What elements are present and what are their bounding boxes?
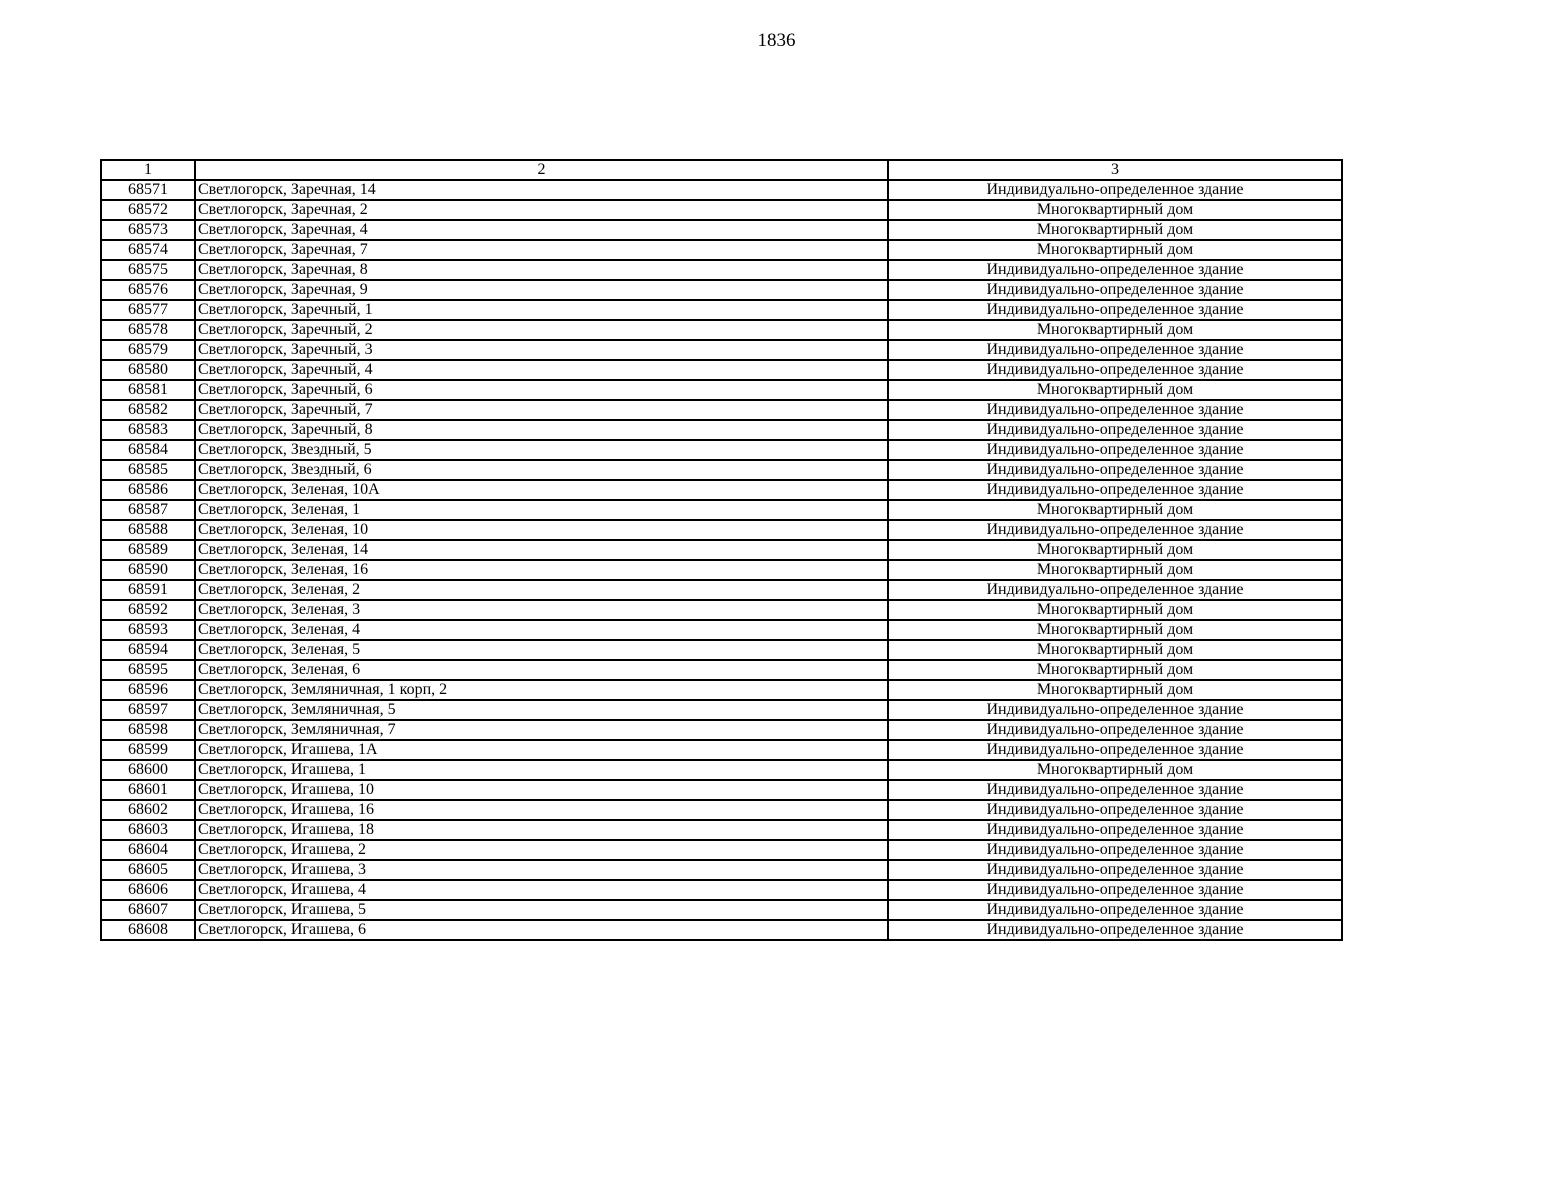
table-row: [101, 280, 1342, 300]
table-row: [101, 560, 1342, 580]
table-row: [101, 340, 1342, 360]
address-cell: Светлогорск, Земляничная, 7: [195, 720, 888, 740]
row-number-cell: 68571: [101, 180, 195, 200]
column-header-2: 2: [195, 160, 888, 180]
row-number-cell: 68573: [101, 220, 195, 240]
address-cell: Светлогорск, Зеленая, 4: [195, 620, 888, 640]
building-type-cell: Индивидуально-определенное здание: [888, 820, 1342, 840]
row-number-cell: 68588: [101, 520, 195, 540]
building-type-cell: Индивидуально-определенное здание: [888, 400, 1342, 420]
row-number-cell: 68608: [101, 920, 195, 940]
registry-table: [100, 159, 1343, 941]
address-cell: Светлогорск, Звездный, 5: [195, 440, 888, 460]
table-row: [101, 920, 1342, 940]
building-type-cell: Многоквартирный дом: [888, 500, 1342, 520]
column-header-1: 1: [101, 160, 195, 180]
table-row: [101, 540, 1342, 560]
table-row: [101, 360, 1342, 380]
building-type-cell: Индивидуально-определенное здание: [888, 280, 1342, 300]
building-type-cell: Индивидуально-определенное здание: [888, 840, 1342, 860]
address-cell: Светлогорск, Зеленая, 2: [195, 580, 888, 600]
table-row: [101, 520, 1342, 540]
address-cell: Светлогорск, Зеленая, 3: [195, 600, 888, 620]
building-type-cell: Многоквартирный дом: [888, 380, 1342, 400]
table-row: [101, 720, 1342, 740]
building-type-cell: Индивидуально-определенное здание: [888, 920, 1342, 940]
address-cell: Светлогорск, Игашева, 1: [195, 760, 888, 780]
building-type-cell: Многоквартирный дом: [888, 680, 1342, 700]
address-cell: Светлогорск, Игашева, 2: [195, 840, 888, 860]
row-number-cell: 68601: [101, 780, 195, 800]
address-cell: Светлогорск, Игашева, 1А: [195, 740, 888, 760]
address-cell: Светлогорск, Заречный, 4: [195, 360, 888, 380]
row-number-cell: 68605: [101, 860, 195, 880]
table-row: [101, 760, 1342, 780]
row-number-cell: 68577: [101, 300, 195, 320]
row-number-cell: 68592: [101, 600, 195, 620]
address-cell: Светлогорск, Земляничная, 1 корп, 2: [195, 680, 888, 700]
building-type-cell: Индивидуально-определенное здание: [888, 460, 1342, 480]
table-row: [101, 260, 1342, 280]
address-cell: Светлогорск, Заречный, 7: [195, 400, 888, 420]
address-cell: Светлогорск, Зеленая, 16: [195, 560, 888, 580]
row-number-cell: 68599: [101, 740, 195, 760]
row-number-cell: 68582: [101, 400, 195, 420]
row-number-cell: 68597: [101, 700, 195, 720]
table-row: [101, 820, 1342, 840]
row-number-cell: 68584: [101, 440, 195, 460]
address-cell: Светлогорск, Заречный, 2: [195, 320, 888, 340]
row-number-cell: 68581: [101, 380, 195, 400]
table-row: [101, 600, 1342, 620]
address-cell: Светлогорск, Зеленая, 10А: [195, 480, 888, 500]
table-row: [101, 660, 1342, 680]
address-cell: Светлогорск, Игашева, 10: [195, 780, 888, 800]
building-type-cell: Индивидуально-определенное здание: [888, 360, 1342, 380]
table-row: [101, 680, 1342, 700]
address-cell: Светлогорск, Заречный, 8: [195, 420, 888, 440]
row-number-cell: 68591: [101, 580, 195, 600]
building-type-cell: Индивидуально-определенное здание: [888, 700, 1342, 720]
building-type-cell: Индивидуально-определенное здание: [888, 480, 1342, 500]
table-row: [101, 900, 1342, 920]
address-cell: Светлогорск, Звездный, 6: [195, 460, 888, 480]
building-type-cell: Индивидуально-определенное здание: [888, 520, 1342, 540]
address-cell: Светлогорск, Заречная, 8: [195, 260, 888, 280]
building-type-cell: Индивидуально-определенное здание: [888, 300, 1342, 320]
address-cell: Светлогорск, Игашева, 3: [195, 860, 888, 880]
table-row: [101, 740, 1342, 760]
row-number-cell: 68593: [101, 620, 195, 640]
building-type-cell: Индивидуально-определенное здание: [888, 780, 1342, 800]
row-number-cell: 68575: [101, 260, 195, 280]
building-type-cell: Индивидуально-определенное здание: [888, 580, 1342, 600]
row-number-cell: 68589: [101, 540, 195, 560]
building-type-cell: Индивидуально-определенное здание: [888, 800, 1342, 820]
table-row: [101, 880, 1342, 900]
address-cell: Светлогорск, Заречная, 2: [195, 200, 888, 220]
table-row: [101, 500, 1342, 520]
row-number-cell: 68579: [101, 340, 195, 360]
table-row: [101, 800, 1342, 820]
building-type-cell: Индивидуально-определенное здание: [888, 860, 1342, 880]
row-number-cell: 68574: [101, 240, 195, 260]
row-number-cell: 68572: [101, 200, 195, 220]
row-number-cell: 68587: [101, 500, 195, 520]
address-cell: Светлогорск, Заречная, 9: [195, 280, 888, 300]
address-cell: Светлогорск, Игашева, 4: [195, 880, 888, 900]
table-row: [101, 180, 1342, 200]
table-row: [101, 620, 1342, 640]
building-type-cell: Многоквартирный дом: [888, 200, 1342, 220]
row-number-cell: 68600: [101, 760, 195, 780]
table-row: [101, 300, 1342, 320]
row-number-cell: 68578: [101, 320, 195, 340]
row-number-cell: 68580: [101, 360, 195, 380]
address-cell: Светлогорск, Заречная, 4: [195, 220, 888, 240]
building-type-cell: Индивидуально-определенное здание: [888, 740, 1342, 760]
row-number-cell: 68590: [101, 560, 195, 580]
table-row: [101, 200, 1342, 220]
row-number-cell: 68604: [101, 840, 195, 860]
address-cell: Светлогорск, Зеленая, 1: [195, 500, 888, 520]
address-cell: Светлогорск, Земляничная, 5: [195, 700, 888, 720]
address-cell: Светлогорск, Зеленая, 5: [195, 640, 888, 660]
building-type-cell: Индивидуально-определенное здание: [888, 420, 1342, 440]
address-cell: Светлогорск, Заречный, 6: [195, 380, 888, 400]
row-number-cell: 68576: [101, 280, 195, 300]
table-row: [101, 220, 1342, 240]
table-row: [101, 400, 1342, 420]
row-number-cell: 68595: [101, 660, 195, 680]
building-type-cell: Индивидуально-определенное здание: [888, 880, 1342, 900]
table-row: [101, 840, 1342, 860]
row-number-cell: 68598: [101, 720, 195, 740]
row-number-cell: 68586: [101, 480, 195, 500]
table-row: [101, 640, 1342, 660]
row-number-cell: 68585: [101, 460, 195, 480]
row-number-cell: 68594: [101, 640, 195, 660]
table-row: [101, 780, 1342, 800]
address-cell: Светлогорск, Игашева, 16: [195, 800, 888, 820]
table-row: [101, 460, 1342, 480]
building-type-cell: Многоквартирный дом: [888, 640, 1342, 660]
building-type-cell: Индивидуально-определенное здание: [888, 720, 1342, 740]
building-type-cell: Многоквартирный дом: [888, 600, 1342, 620]
address-cell: Светлогорск, Игашева, 6: [195, 920, 888, 940]
table-row: [101, 320, 1342, 340]
address-cell: Светлогорск, Заречная, 7: [195, 240, 888, 260]
building-type-cell: Многоквартирный дом: [888, 560, 1342, 580]
address-cell: Светлогорск, Заречный, 1: [195, 300, 888, 320]
building-type-cell: Многоквартирный дом: [888, 540, 1342, 560]
building-type-cell: Индивидуально-определенное здание: [888, 180, 1342, 200]
row-number-cell: 68583: [101, 420, 195, 440]
address-cell: Светлогорск, Заречная, 14: [195, 180, 888, 200]
row-number-cell: 68596: [101, 680, 195, 700]
row-number-cell: 68606: [101, 880, 195, 900]
row-number-cell: 68607: [101, 900, 195, 920]
building-type-cell: Многоквартирный дом: [888, 220, 1342, 240]
building-type-cell: Многоквартирный дом: [888, 240, 1342, 260]
building-type-cell: Индивидуально-определенное здание: [888, 440, 1342, 460]
table-row: [101, 700, 1342, 720]
address-cell: Светлогорск, Заречный, 3: [195, 340, 888, 360]
building-type-cell: Многоквартирный дом: [888, 620, 1342, 640]
table-row: [101, 860, 1342, 880]
building-type-cell: Индивидуально-определенное здание: [888, 340, 1342, 360]
column-header-3: 3: [888, 160, 1342, 180]
address-cell: Светлогорск, Зеленая, 6: [195, 660, 888, 680]
page-number: 1836: [757, 30, 796, 51]
table-row: [101, 440, 1342, 460]
table-row: [101, 420, 1342, 440]
row-number-cell: 68602: [101, 800, 195, 820]
table-row: [101, 240, 1342, 260]
table-row: [101, 580, 1342, 600]
building-type-cell: Индивидуально-определенное здание: [888, 260, 1342, 280]
address-cell: Светлогорск, Игашева, 5: [195, 900, 888, 920]
table-header-row: [101, 160, 1342, 180]
building-type-cell: Индивидуально-определенное здание: [888, 900, 1342, 920]
table-body: [101, 160, 1342, 940]
table-row: [101, 380, 1342, 400]
building-type-cell: Многоквартирный дом: [888, 760, 1342, 780]
address-cell: Светлогорск, Зеленая, 10: [195, 520, 888, 540]
row-number-cell: 68603: [101, 820, 195, 840]
address-cell: Светлогорск, Игашева, 18: [195, 820, 888, 840]
building-type-cell: Многоквартирный дом: [888, 320, 1342, 340]
table-row: [101, 480, 1342, 500]
address-cell: Светлогорск, Зеленая, 14: [195, 540, 888, 560]
building-type-cell: Многоквартирный дом: [888, 660, 1342, 680]
